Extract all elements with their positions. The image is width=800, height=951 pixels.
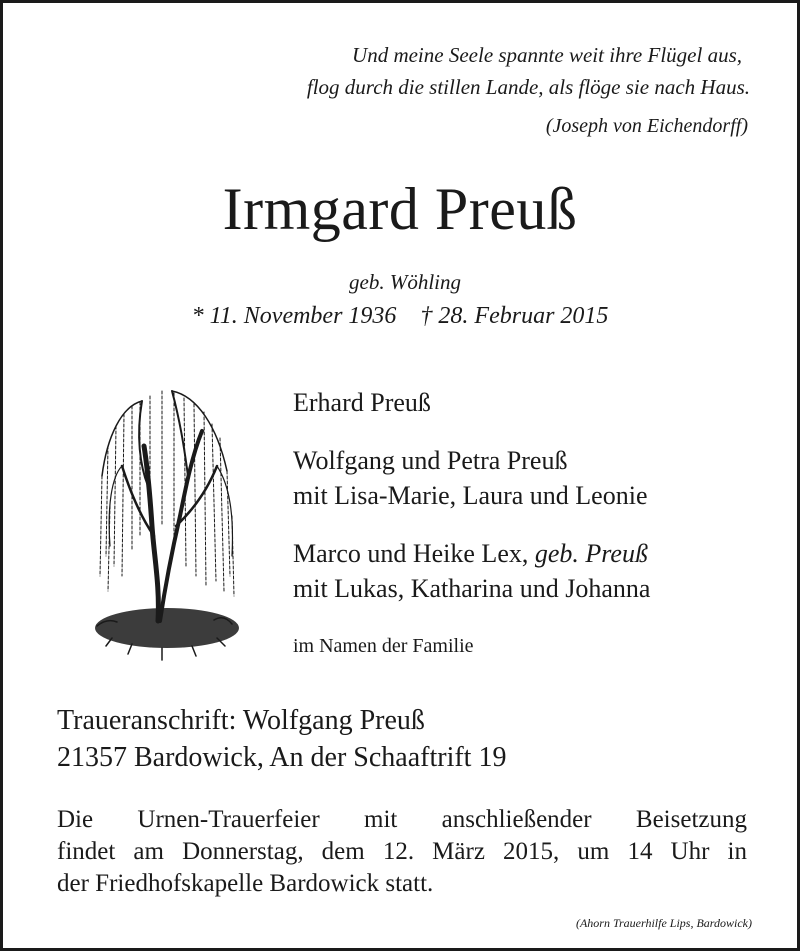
ceremony-line-3: der Friedhofskapelle Bardowick statt. [57,870,434,897]
family-member-3-birth-name: geb. Preuß [534,539,648,568]
birth-name: geb. Wöhling [349,270,461,294]
family-member-3-name: Marco und Heike Lex, [293,539,529,568]
ceremony-line-1: Die Urnen-Trauerfeier mit anschließender Beisetzung [57,806,747,833]
deceased-name: Irmgard Preuß [222,176,578,242]
family-member-1: Erhard Preuß [293,388,431,417]
weeping-willow-icon [92,376,242,666]
death-date: † 28. Februar 2015 [420,303,609,329]
birth-date: * 11. November 1936 [191,303,397,329]
address-line-1: Traueranschrift: Wolfgang Preuß [57,705,425,736]
family-member-3 [293,539,648,569]
family-children-3: mit Lukas, Katharina und Johanna [293,574,651,603]
poem-line-1: Und meine Seele spannte weit ihre Flügel aus, [352,43,742,67]
family-closing: im Namen der Familie [293,635,474,657]
ceremony-line-2: findet am Donnerstag, dem 12. März 2015, um 14 Uhr in [57,838,747,865]
poem-line-2: flog durch die stillen Lande, als flöge sie nach Haus. [306,75,750,99]
life-dates [0,303,800,330]
family-member-2: Wolfgang und Petra Preuß [293,446,568,475]
family-children-2: mit Lisa-Marie, Laura und Leonie [293,481,648,510]
funeral-home-credit: (Ahorn Trauerhilfe Lips, Bardowick) [575,916,752,930]
poem-author: (Joseph von Eichendorff) [545,115,748,137]
address-line-2: 21357 Bardowick, An der Schaaftrift 19 [57,742,507,773]
